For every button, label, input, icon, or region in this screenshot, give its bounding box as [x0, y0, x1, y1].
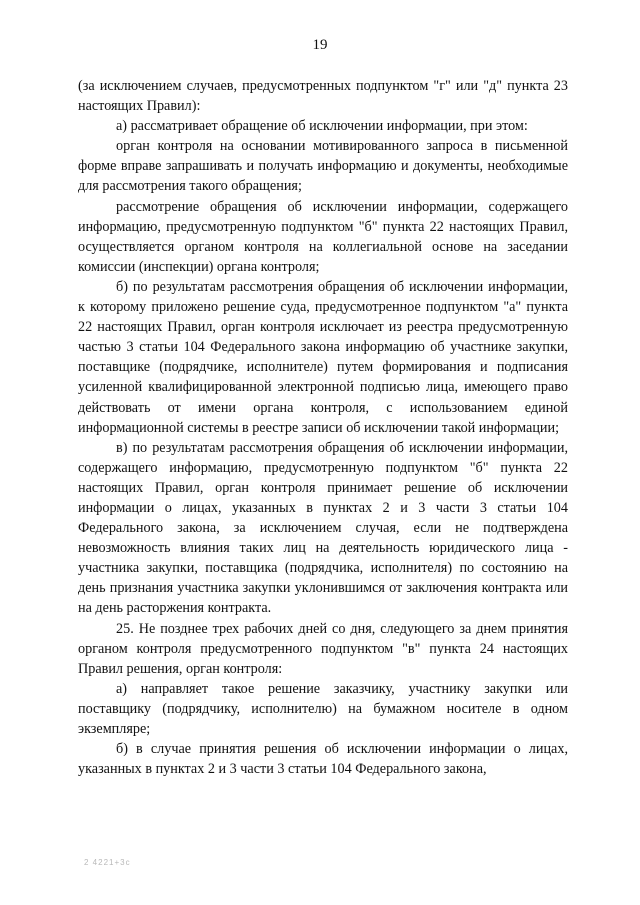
paragraph: в) по результатам рассмотрения обращения об исключении информации, содержащего информацию, предусмотренную подпунктом "б" пункта 22 настоящих Правил, орган контроля принимает решение об исключении информации о лицах, указанных в пунктах 2 и 3 части 3 статьи 104 Федерального закона, за исключением случая, если не подтверждена невозможность влияния таких лиц на деятельность юридического лица - участника закупки, поставщика (подрядчика, исполнителя) по состоянию на день признания участника закупки уклонившимся от заключения контракта или на день расторжения контракта.	[78, 439, 568, 617]
page-number: 19	[312, 37, 328, 53]
paragraph: б) в случае принятия решения об исключении информации о лицах, указанных в пунктах 2 и 3 части 3 статьи 104 Федерального закона,	[78, 741, 568, 778]
paragraph: рассмотрение обращения об исключении информации, содержащего информацию, предусмотренную подпунктом "б" пункта 22 настоящих Правил, осуществляется органом контроля на коллегиальной основе на заседании комиссии (инспекции) органа контроля;	[78, 198, 568, 275]
paragraph: орган контроля на основании мотивированного запроса в письменной форме вправе запрашивать и получать информацию и документы, необходимые для рассмотрения такого обращения;	[78, 138, 568, 195]
document-body	[78, 76, 568, 779]
paragraph: а) направляет такое решение заказчику, участнику закупки или поставщику (подрядчику, исполнителю) на бумажном носителе в одном экземпляре;	[78, 680, 568, 737]
paragraph: 25. Не позднее трех рабочих дней со дня, следующего за днем принятия органом контроля предусмотренного подпунктом "в" пункта 24 настоящих Правил решения, орган контроля:	[78, 620, 568, 677]
paragraph: б) по результатам рассмотрения обращения об исключении информации, к которому приложено решение суда, предусмотренное подпунктом "а" пункта 22 настоящих Правил, орган контроля исключает из реестра предусмотренную частью 3 статьи 104 Федерального закона информацию об участнике закупки, поставщике (подрядчике, исполнителе) путем формирования и подписания усиленной квалифицированной электронной подписью лица, имеющего право действовать от имени органа контроля, с использованием единой информационной системы в реестре записи об исключении такой информации;	[78, 278, 568, 436]
paragraph: (за исключением случаев, предусмотренных подпунктом "г" или "д" пункта 23 настоящих Правил):	[78, 78, 568, 115]
paragraph: а) рассматривает обращение об исключении информации, при этом:	[116, 118, 528, 135]
footer-document-code: 2 4221+3c	[84, 858, 131, 867]
